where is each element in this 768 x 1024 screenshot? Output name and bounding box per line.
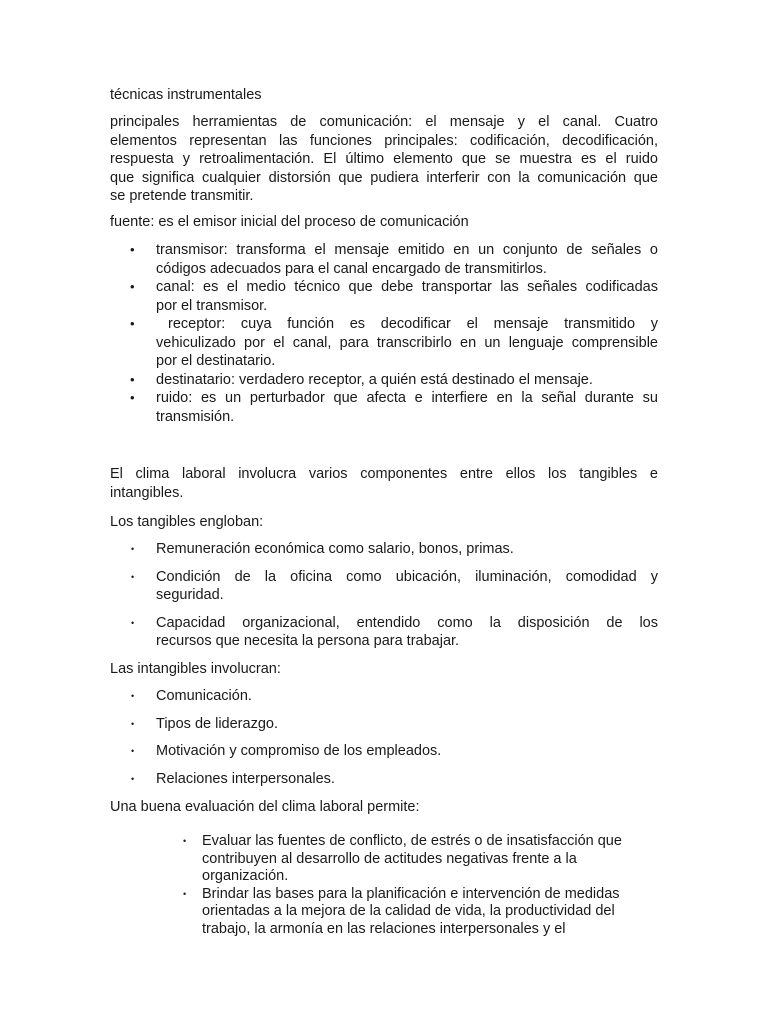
list-item: [110, 278, 658, 315]
list-item-line: Evaluar las fuentes de conflicto, de estrés o de insatisfacción que: [202, 833, 622, 849]
bullet-icon: •: [131, 718, 135, 729]
list-item-line: transmisor: transforma el mensaje emitido en un conjunto de señales o: [156, 242, 658, 258]
list-item: [110, 371, 658, 390]
list-item-line: vehiculizado por el canal, para transcribirlo en un lenguaje comprensible: [156, 334, 658, 351]
bullet-icon: •: [130, 390, 135, 405]
bullet-icon: •: [130, 316, 135, 331]
bullet-icon: •: [131, 691, 135, 701]
bullet-icon: •: [130, 371, 135, 387]
list-item-line: Capacidad organizacional, entendido como la disposición de los: [156, 614, 658, 631]
list-item: [110, 389, 658, 426]
list-item-line: contribuyen al desarrollo de actitudes negativas frente a la: [202, 850, 577, 867]
bullet-icon: •: [131, 617, 135, 628]
bullet-icon: •: [130, 279, 135, 294]
list-item-line: receptor: cuya función es decodificar el mensaje transmitido y: [168, 316, 658, 332]
list-item-line: ruido: es un perturbador que afecta e interfiere en la señal durante su: [156, 390, 658, 406]
list-item-line: Relaciones interpersonales.: [156, 770, 335, 787]
list-item-line: organización.: [202, 868, 289, 884]
list-item: [110, 315, 658, 371]
list-item-line: por el transmisor.: [156, 297, 268, 314]
bullet-icon: •: [183, 888, 187, 899]
bullet-icon: •: [131, 571, 135, 582]
list-item-line: Comunicación.: [156, 688, 252, 704]
list-item: [110, 687, 658, 706]
communication-list: [110, 241, 658, 426]
tangibles-heading: Los tangibles engloban:: [110, 514, 264, 530]
evaluacion-heading: Una buena evaluación del clima laboral permite:: [110, 799, 420, 815]
paragraph-line: elementos representan las funciones principales: codificación, decodificación,: [110, 132, 658, 149]
list-item: [110, 241, 658, 278]
bullet-icon: •: [131, 746, 135, 756]
list-item: [110, 568, 658, 605]
tangibles-list: [110, 540, 658, 651]
evaluacion-list: [181, 833, 651, 938]
bullet-icon: •: [130, 242, 135, 257]
list-item-line: destinatario: verdadero receptor, a quién está destinado el mensaje.: [156, 371, 593, 388]
list-item-line: Tipos de liderazgo.: [156, 715, 278, 732]
bullet-icon: •: [131, 773, 135, 784]
list-item-line: Condición de la oficina como ubicación, iluminación, comodidad y: [156, 568, 658, 585]
list-item-line: canal: es el medio técnico que debe transportar las señales codificadas: [156, 279, 658, 295]
bullet-icon: •: [183, 836, 187, 846]
list-item-line: Motivación y compromiso de los empleados.: [156, 743, 442, 759]
list-item-line: Brindar las bases para la planificación e intervención de medidas: [202, 885, 620, 902]
list-item-line: orientadas a la mejora de la calidad de vida, la productividad del: [202, 903, 615, 919]
paragraph-line: El clima laboral involucra varios componentes entre ellos los tangibles e: [110, 466, 658, 482]
paragraph-clima: [110, 465, 658, 502]
list-item-line: trabajo, la armonía en las relaciones interpersonales y el: [202, 920, 566, 937]
list-item-line: transmisión.: [156, 408, 235, 425]
list-item-line: recursos que necesita la persona para trabajar.: [156, 633, 460, 649]
intangibles-heading: Las intangibles involucran:: [110, 661, 281, 677]
paragraph-line: que significa cualquier distorsión que pudiera interferir con la comunicación que: [110, 169, 658, 186]
list-item: [110, 540, 658, 559]
list-item: [110, 770, 658, 789]
paragraph-line: se pretende transmitir.: [110, 188, 254, 204]
list-item: [181, 886, 651, 939]
list-item: [110, 715, 658, 734]
paragraph-line: principales herramientas de comunicación: el mensaje y el canal. Cuatro: [110, 114, 658, 130]
list-item: [110, 742, 658, 761]
paragraph-line: respuesta y retroalimentación. El último elemento que se muestra es el ruido: [110, 151, 658, 167]
list-item-line: seguridad.: [156, 587, 224, 603]
bullet-icon: •: [131, 544, 135, 554]
intangibles-list: [110, 687, 658, 788]
paragraph-line: intangibles.: [110, 484, 184, 501]
paragraph-communication: [110, 113, 658, 206]
list-item-line: Remuneración económica como salario, bonos, primas.: [156, 541, 514, 557]
list-item-line: códigos adecuados para el canal encargado de transmitirlos.: [156, 260, 547, 277]
list-item-line: por el destinatario.: [156, 353, 276, 369]
intro-heading: técnicas instrumentales: [110, 87, 262, 103]
fuente-line: fuente: es el emisor inicial del proceso de comunicación: [110, 214, 469, 230]
list-item: [181, 833, 651, 886]
list-item: [110, 614, 658, 651]
